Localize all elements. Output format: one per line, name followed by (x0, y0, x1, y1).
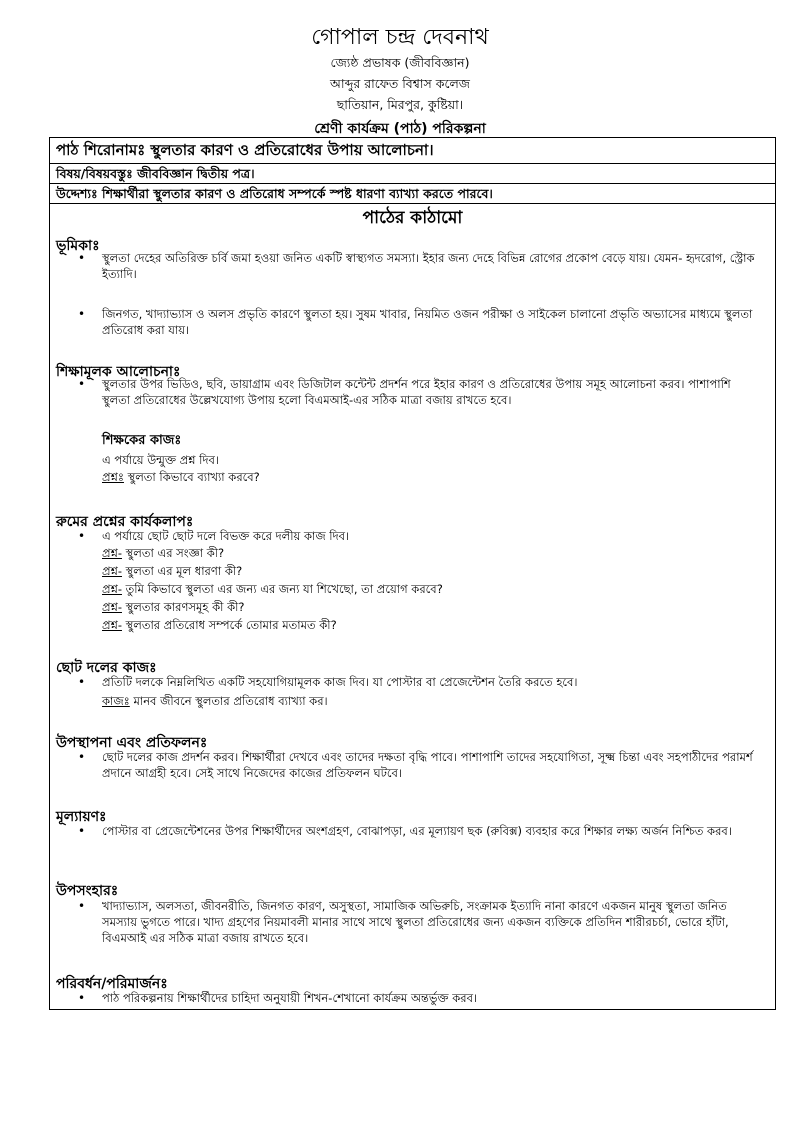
question-text: স্থুলতা এর সংজ্ঞা কী? (121, 546, 225, 560)
task-label: কাজঃ (102, 694, 130, 708)
discussion-bullet-1: স্থুলতার উপর ভিডিও, ছবি, ডায়াগ্রাম এবং ডিজিটাল কন্টেন্ট প্রদর্শন পরে ইহার কারণ ও প্রতিরোধের উপায় সমূহ আলোচনা করব। পাশাপাশি স্থুলতা প্রতিরোধের উল্লেখযোগ্য উপায় হলো বিএমআই-এর সঠিক মাত্রা বজায় রাখতে হবে। (102, 377, 731, 407)
bullet-icon: • (78, 750, 86, 764)
objective-row: উদ্দেশ্যঃ শিক্ষার্থীরা স্থুলতার কারণ ও প্রতিরোধ সম্পর্কে স্পষ্ট ধারণা ব্যাখ্যা করতে পারবে। (50, 184, 775, 204)
intro-bullet-1: স্থুলতা দেহের অতিরিক্ত চর্বি জমা হওয়া জনিত একটি স্বাস্থ্যগত সমস্যা। ইহার জন্য দেহে বিভিন্ন রোগের প্রকোপ বেড়ে যায়। যেমন- হৃদরোগ, স্ট্রোক ইত্যাদি। (102, 251, 755, 281)
task-text: মানব জীবনে স্থুলতার প্রতিরোধ ব্যাখ্যা কর। (129, 694, 328, 708)
room-question-5 (102, 617, 337, 633)
evaluation-bullet-1: পোস্টার বা প্রেজেন্টেশনের উপর শিক্ষার্থীদের অংশগ্রহণ, বোঝাপড়া, এর মূল্যায়ণ ছক (রুবিক্স) ব্যবহার করে শিক্ষার লক্ষ্য অর্জন নিশ্চিত করব। (102, 824, 732, 838)
teacher-task-line: এ পর্যায়ে উন্মুক্ত প্রশ্ন দিব। (102, 453, 220, 467)
conclusion-heading: উপসংহারঃ (56, 883, 119, 899)
bullet-icon: • (78, 307, 86, 321)
presentation-bullet-1: ছোট দলের কাজ প্রদর্শন করব। শিক্ষার্থীরা দেখবে এবং তাদের দক্ষতা বৃদ্ধি পাবে। পাশাপাশি তাদের সহযোগিতা, সূক্ষ্ম চিন্তা এবং সহপাঠীদের পরামর্শ প্রদানে আগ্রহী হবে। সেই সাথে নিজেদের কাজের প্রতিফলন ঘটবে। (102, 750, 753, 780)
group-work-heading: ছোট দলের কাজঃ (56, 660, 157, 676)
bullet-icon: • (78, 377, 86, 391)
room-question-1 (102, 545, 224, 561)
intro-heading: ভূমিকাঃ (56, 238, 100, 254)
author-name: গোপাল চন্দ্র দেবনাথ (311, 25, 489, 50)
intro-bullet-2: জিনগত, খাদ্যাভ্যাস ও অলস প্রভৃতি কারণে স্থুলতা হয়। সুষম খাবার, নিয়মিত ওজন পরীক্ষা ও সাইকেল চালানো প্রভৃতি অভ্যাসের মাধ্যমে স্থুলতা প্রতিরোধ করা যায়। (102, 307, 753, 337)
author-designation: জ্যেষ্ঠ প্রভাষক (জীববিজ্ঞান) (330, 55, 470, 70)
bullet-icon: • (78, 251, 86, 265)
question-text: তুমি কিভাবে স্থুলতা এর জন্য এর জন্য যা শিখেছো, তা প্রয়োগ করবে? (121, 582, 443, 596)
lesson-plan-table (49, 137, 776, 1010)
question-label: প্রশ্ন- (102, 618, 122, 632)
teacher-task-heading: শিক্ষকের কাজঃ (102, 433, 182, 448)
lesson-structure-title: পাঠের কাঠামো (362, 208, 463, 228)
group-work-bullet-1: প্রতিটি দলকে নিম্নলিখিত একটি সহযোগিয়ামূলক কাজ দিব। যা পোস্টার বা প্রেজেন্টেশন তৈরি করতে হবে। (102, 675, 578, 689)
bullet-icon: • (78, 824, 86, 838)
lesson-topic: পাঠ শিরোনামঃ স্থুলতার কারণ ও প্রতিরোধের উপায় আলোচনা। (50, 138, 775, 164)
group-task (102, 693, 328, 709)
room-question-3 (102, 581, 443, 597)
refinement-bullet-1: পাঠ পরিকল্পনায় শিক্ষার্থীদের চাহিদা অনুযায়ী শিখন-শেখানো কার্যক্রম অন্তর্ভুক্ত করব। (102, 991, 478, 1005)
presentation-heading: উপস্থাপনা এবং প্রতিফলনঃ (56, 735, 208, 751)
question-text: স্থুলতা এর মূল ধারণা কী? (121, 564, 243, 578)
room-activity-intro: এ পর্যায়ে ছোট ছোট দলে বিভক্ত করে দলীয় কাজ দিব। (102, 529, 350, 543)
question-label: প্রশ্ন- (102, 546, 122, 560)
refinement-heading: পরিবর্ধন/পরিমার্জনঃ (56, 976, 168, 992)
question-label: প্রশ্ন- (102, 564, 122, 578)
college-name: আব্দুর রাফেত বিশ্বাস কলেজ (329, 76, 470, 91)
discussion-heading: শিক্ষামূলক আলোচনাঃ (56, 364, 181, 380)
question-text: স্থুলতা কিভাবে ব্যাখ্যা করবে? (123, 470, 260, 484)
question-text: স্থুলতার কারণসমূহ কী কী? (121, 600, 245, 614)
evaluation-heading: মূল্যায়ণঃ (56, 809, 107, 825)
bullet-icon: • (78, 991, 86, 1005)
subject-row: বিষয়/বিষয়বস্তুঃ জীববিজ্ঞান দ্বিতীয় পত্র। (50, 164, 775, 184)
question-text: স্থুলতার প্রতিরোধ সম্পর্কে তোমার মতামত কী? (121, 618, 337, 632)
room-question-4 (102, 599, 245, 615)
teacher-question (102, 469, 260, 485)
bullet-icon: • (78, 899, 86, 913)
plan-title: শ্রেণী কার্যক্রম (পাঠ) পরিকল্পনা (314, 121, 486, 137)
room-question-2 (102, 563, 242, 579)
room-activity-heading: রুমের প্রশ্নের কার্যকলাপঃ (56, 514, 194, 530)
question-label: প্রশ্ন- (102, 582, 122, 596)
college-address: ছাতিয়ান, মিরপুর, কুষ্টিয়া। (336, 97, 464, 112)
question-label: প্রশ্ন- (102, 600, 122, 614)
question-label: প্রশ্নঃ (102, 470, 124, 484)
conclusion-bullet-1: খাদ্যাভ্যাস, অলসতা, জীবনরীতি, জিনগত কারণ, অসুস্থতা, সামাজিক অভিরুচি, সংক্রামক ইত্যাদি নানা কারণে একজন মানুষ স্থুলতা জনিত সমস্যায় ভুগতে পারে। খাদ্য গ্রহণের নিয়মাবলী মানার সাথে সাথে স্থুলতা প্রতিরোধের জন্য একজন ব্যক্তিকে প্রতিদিন শারীরচর্চা, ভোরে হাঁটা, বিএমআই এর সঠিক মাত্রা বজায় রাখতে হবে। (102, 899, 729, 945)
bullet-icon: • (78, 529, 86, 543)
bullet-icon: • (78, 675, 86, 689)
